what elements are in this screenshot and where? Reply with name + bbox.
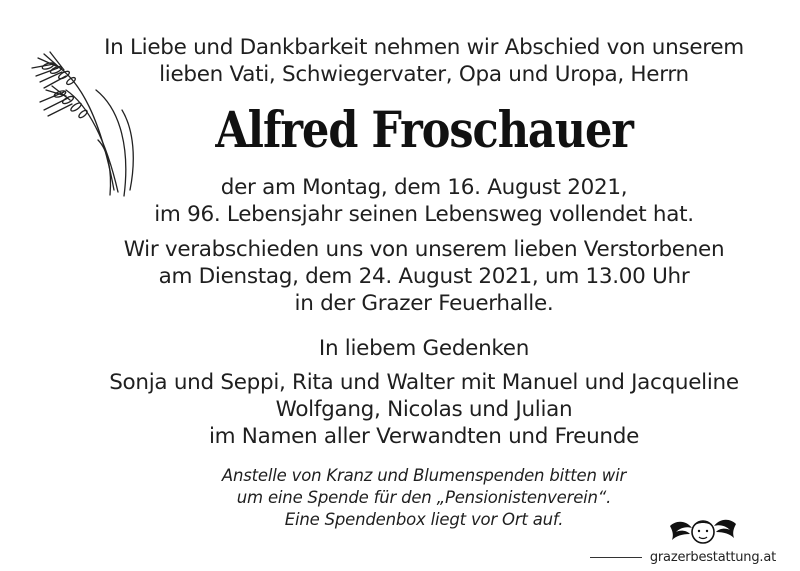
death-age-line: im 96. Lebensjahr seinen Lebensweg vollendet hat. bbox=[154, 202, 694, 227]
mourners-line-1: Sonja und Seppi, Rita und Walter mit Manuel und Jacqueline bbox=[109, 370, 739, 395]
intro-line-2: lieben Vati, Schwiegervater, Opa und Uropa, Herrn bbox=[159, 62, 689, 87]
deceased-name: Alfred Froschauer bbox=[215, 100, 633, 159]
mourners-line-3: im Namen aller Verwandten und Freunde bbox=[208, 424, 640, 449]
intro-line-1: In Liebe und Dankbarkeit nehmen wir Abschied von unserem bbox=[104, 35, 744, 60]
donation-line-2: um eine Spende für den „Pensionistenverein“. bbox=[236, 488, 612, 507]
website-link[interactable]: grazerbestattung.at bbox=[649, 550, 776, 565]
donation-line-3: Eine Spendenbox liegt vor Ort auf. bbox=[284, 510, 564, 529]
farewell-line-3: in der Grazer Feuerhalle. bbox=[294, 291, 554, 316]
memorial-heading: In liebem Gedenken bbox=[318, 336, 530, 361]
mourners-line-2: Wolfgang, Nicolas und Julian bbox=[275, 397, 573, 422]
death-date-line: der am Montag, dem 16. August 2021, bbox=[220, 175, 628, 200]
donation-line-1: Anstelle von Kranz und Blumenspenden bitten wir bbox=[221, 466, 627, 485]
angel-icon bbox=[668, 512, 738, 552]
farewell-line-2: am Dienstag, dem 24. August 2021, um 13.00 Uhr bbox=[158, 264, 690, 289]
footer-divider bbox=[590, 557, 642, 558]
farewell-line-1: Wir verabschieden uns von unserem lieben Verstorbenen bbox=[123, 237, 725, 262]
